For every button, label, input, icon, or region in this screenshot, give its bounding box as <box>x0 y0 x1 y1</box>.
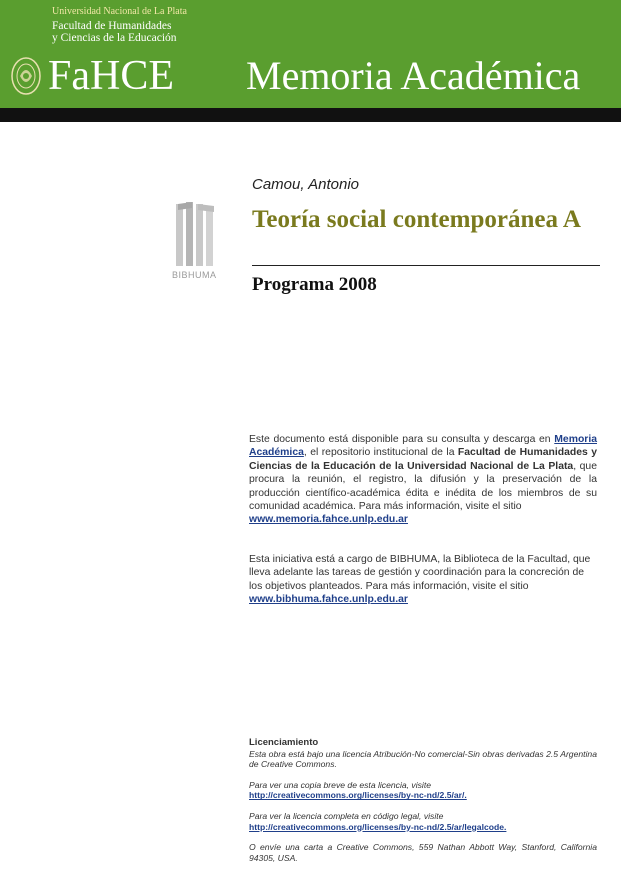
university-name: Universidad Nacional de La Plata <box>52 6 187 17</box>
university-seal-icon <box>10 56 42 96</box>
license-full-link[interactable]: http://creativecommons.org/licenses/by-nc-nd/2.5/ar/legalcode. <box>249 821 507 832</box>
fahce-logo-text: FaHCE <box>48 53 174 99</box>
license-short-link[interactable]: http://creativecommons.org/licenses/by-nc-nd/2.5/ar/. <box>249 790 467 801</box>
license-full-label: Para ver la licencia completa en código legal, visite <box>249 810 444 821</box>
bibhuma-info-paragraph: Esta iniciativa está a cargo de BIBHUMA, la Biblioteca de la Facultad, que lleva adelante las tareas de gestión y coordinación para la concreción de los objetivos planteados. Para más información, visite el sitio www.bibhuma.fahce.unlp.edu.ar <box>249 553 597 607</box>
author: Camou, Antonio <box>252 176 360 193</box>
memoria-academica-link[interactable]: Memoria Académica <box>249 434 597 459</box>
bibhuma-url-link[interactable]: www.bibhuma.fahce.unlp.edu.ar <box>249 594 408 606</box>
bibhuma-logo-label: BIBHUMA <box>172 270 217 280</box>
license-short-label: Para ver una copia breve de esta licencia, visite <box>249 779 432 790</box>
repository-title: Memoria Académica <box>246 53 581 98</box>
license-heading: Licenciamiento <box>249 737 319 748</box>
header-divider-bar <box>0 108 621 122</box>
bibhuma-logo <box>170 200 232 282</box>
license-text: Esta obra está bajo una licencia Atribución-No comercial-Sin obras derivadas 2.5 Argentina de Creative Commons. <box>249 748 597 770</box>
document-subtitle: Programa 2008 <box>252 274 377 295</box>
faculty-name-line1: Facultad de Humanidades <box>52 20 172 32</box>
memoria-url-link[interactable]: www.memoria.fahce.unlp.edu.ar <box>249 514 408 526</box>
license-section <box>249 738 597 863</box>
repository-info-paragraph: Este documento está disponible para su consulta y descarga en Memoria Académica, el repositorio institucional de la Facultad de Humanidades y Ciencias de la Educación de la Universidad Nacional de La Plata, que procura la reunión, el registro, la difusión y la preservación de la producción científico-académica édita e inédita de los miembros de su comunidad académica. Para más información, visite el sitio www.memoria.fahce.unlp.edu.ar <box>249 434 597 526</box>
license-mail-address: O envíe una carta a Creative Commons, 559 Nathan Abbott Way, Stanford, California 94305, USA. <box>249 842 597 863</box>
document-title: Teoría social contemporánea A <box>252 206 581 233</box>
title-divider <box>252 265 600 266</box>
faculty-name-line2: y Ciencias de la Educación <box>52 32 177 44</box>
